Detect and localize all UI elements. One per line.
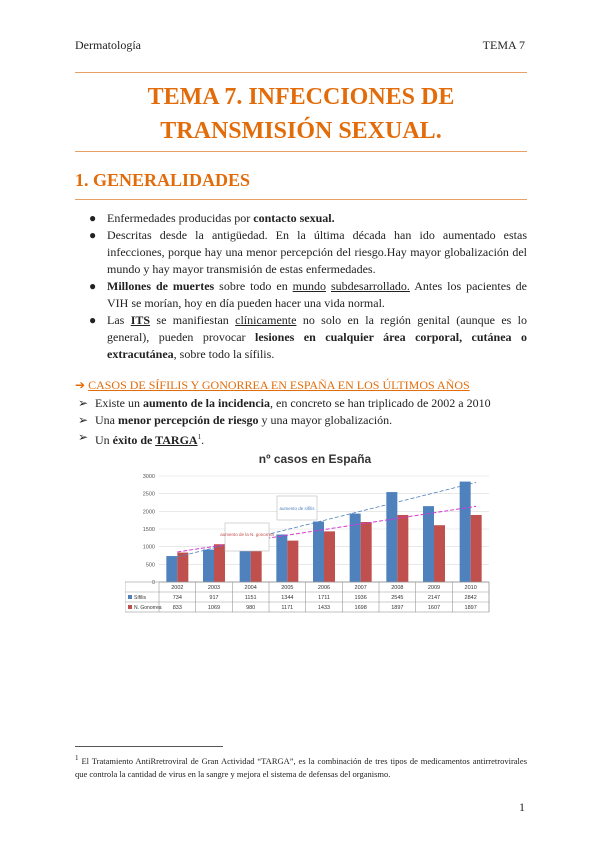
arrowhead-icon: ➢ [78,396,89,410]
bar-gonorrea [434,525,445,582]
footnote-rule [75,746,223,747]
x-tick-label: 2008 [391,585,404,591]
bar-sifilis [203,550,214,582]
bullet-item: ● Descritas desde la antigüedad. En la última década han ido aumentado estas infecciones, porque hay una menor percepción del riesgo.Hay mayor globalización del mundo y hay mayor transmisión de estas enfermedades. [89,228,527,276]
x-tick-label: 2007 [354,585,367,591]
bar-gonorrea [177,553,188,582]
header-left: Dermatología [75,38,141,52]
annotation-gonorrea: aumento de la N. gonorrea [220,532,274,537]
x-tick-label: 2005 [281,585,294,591]
title-bottom-rule [75,151,527,152]
arrow-item: ➢ Un éxito de TARGA$^1$. [78,430,205,447]
annotation-sifilis: aumento de sífilis [279,506,315,511]
data-label: 1151 [244,595,257,601]
chart-title: nº casos en España [258,452,372,466]
bullet-icon: ● [89,279,97,293]
data-label: 1607 [427,605,441,611]
data-label: 1698 [354,605,367,611]
bar-sifilis [423,506,434,582]
arrowhead-icon: ➢ [78,430,89,444]
generalidades-list [75,210,527,363]
y-tick-label: 3000 [142,474,155,480]
bar-gonorrea [324,531,335,582]
arrow-right-icon: ➔ [75,378,86,392]
data-label: 1897 [464,605,477,611]
bullet-item: ● Millones de muertes sobre todo en mundo subdesarrollado. Antes los pacientes de VIH se morían, hoy en día pueden hacer una vida normal. [89,279,528,310]
data-label: 917 [209,595,219,601]
x-tick-label: 2002 [171,585,184,591]
data-label: 833 [172,605,182,611]
bar-sifilis [276,535,287,582]
data-label: 980 [246,605,256,611]
bullet-icon: ● [89,211,97,225]
y-tick-label: 1000 [142,544,155,551]
section-rule [75,199,527,200]
bar-sifilis [460,482,471,582]
arrow-item: ➢ Una menor percepción de riesgo y una mayor globalización. [78,413,393,427]
bar-sifilis [166,556,177,582]
bar-gonorrea [397,515,408,582]
data-label: 1711 [318,595,330,601]
cases-chart [125,446,495,618]
legend-swatch [128,595,132,599]
x-tick-label: 2006 [317,585,331,591]
data-label: 1897 [391,605,404,611]
x-tick-label: 2009 [427,585,441,591]
annotation-box-gonorrea [220,523,274,551]
legend-label: N. Gonorrea [134,605,162,611]
data-label: 1433 [317,605,331,611]
data-label: 734 [172,595,182,601]
bullet-icon: ● [89,228,97,242]
legend-label: Sífilis [134,595,146,601]
data-label: 2842 [464,595,477,601]
x-tick-label: 2010 [464,585,477,591]
arrow-item: ➢ Existe un aumento de la incidencia, en concreto se han triplicado de 2002 a 2010 [78,396,491,410]
y-tick-label: 1500 [142,527,155,533]
data-label: 1171 [281,605,294,611]
data-label: 1344 [281,595,294,601]
footnote-ref[interactable]: 1 [197,433,202,441]
title-top-rule [75,72,527,73]
bar-sifilis [386,492,397,582]
arrowhead-icon: ➢ [78,413,89,427]
y-tick-label: 2500 [142,491,155,498]
bullet-item: ● Enfermedades producidas por contacto sexual. [89,211,335,225]
title-line-1: TEMA 7. INFECCIONES DE [147,84,455,110]
bullet-item: ● Las ITS se manifiestan clínicamente no solo en la región genital (aunque es lo general), pueden provocar lesiones en cualquier área corporal, cutánea o extracutánea, sobre todo la sífilis. [89,313,528,361]
page-number: 1 [519,800,525,814]
data-label: 2147 [427,595,441,601]
cases-list [75,395,527,449]
section-heading: 1. GENERALIDADES [75,170,251,190]
data-label: 1936 [354,595,367,601]
footnote: $^1$ El Tratamiento AntiRretroviral de Gran Actividad “TARGA”, es la combinación de tres tipos de medicamentos antirretrovirales que controla la cantidad de virus en la sangre y mejora el sistema de defensas del organismo. [75,754,527,779]
y-tick-label: 2000 [142,509,155,516]
data-label: 1069 [207,605,221,611]
legend-swatch [128,605,132,609]
y-tick-label: 500 [145,562,155,569]
bar-gonorrea [214,544,225,582]
page-title [75,80,527,148]
bar-gonorrea [471,515,482,582]
title-line-2: TRANSMISIÓN SEXUAL. [160,118,442,144]
x-tick-label: 2004 [244,585,257,591]
bar-gonorrea [361,522,372,582]
bar-gonorrea [287,541,298,582]
y-tick-label: 0 [151,580,155,586]
x-tick-label: 2003 [207,585,221,591]
bar-gonorrea [251,547,262,582]
bullet-icon: ● [89,313,97,327]
header-right: TEMA 7 [482,38,525,52]
annotation-box-sifilis [277,496,317,520]
data-label: 2545 [391,595,404,601]
cases-heading: ➔ CASOS DE SÍFILIS Y GONORREA EN ESPAÑA EN LOS ÚLTIMOS AÑOS [75,378,470,392]
